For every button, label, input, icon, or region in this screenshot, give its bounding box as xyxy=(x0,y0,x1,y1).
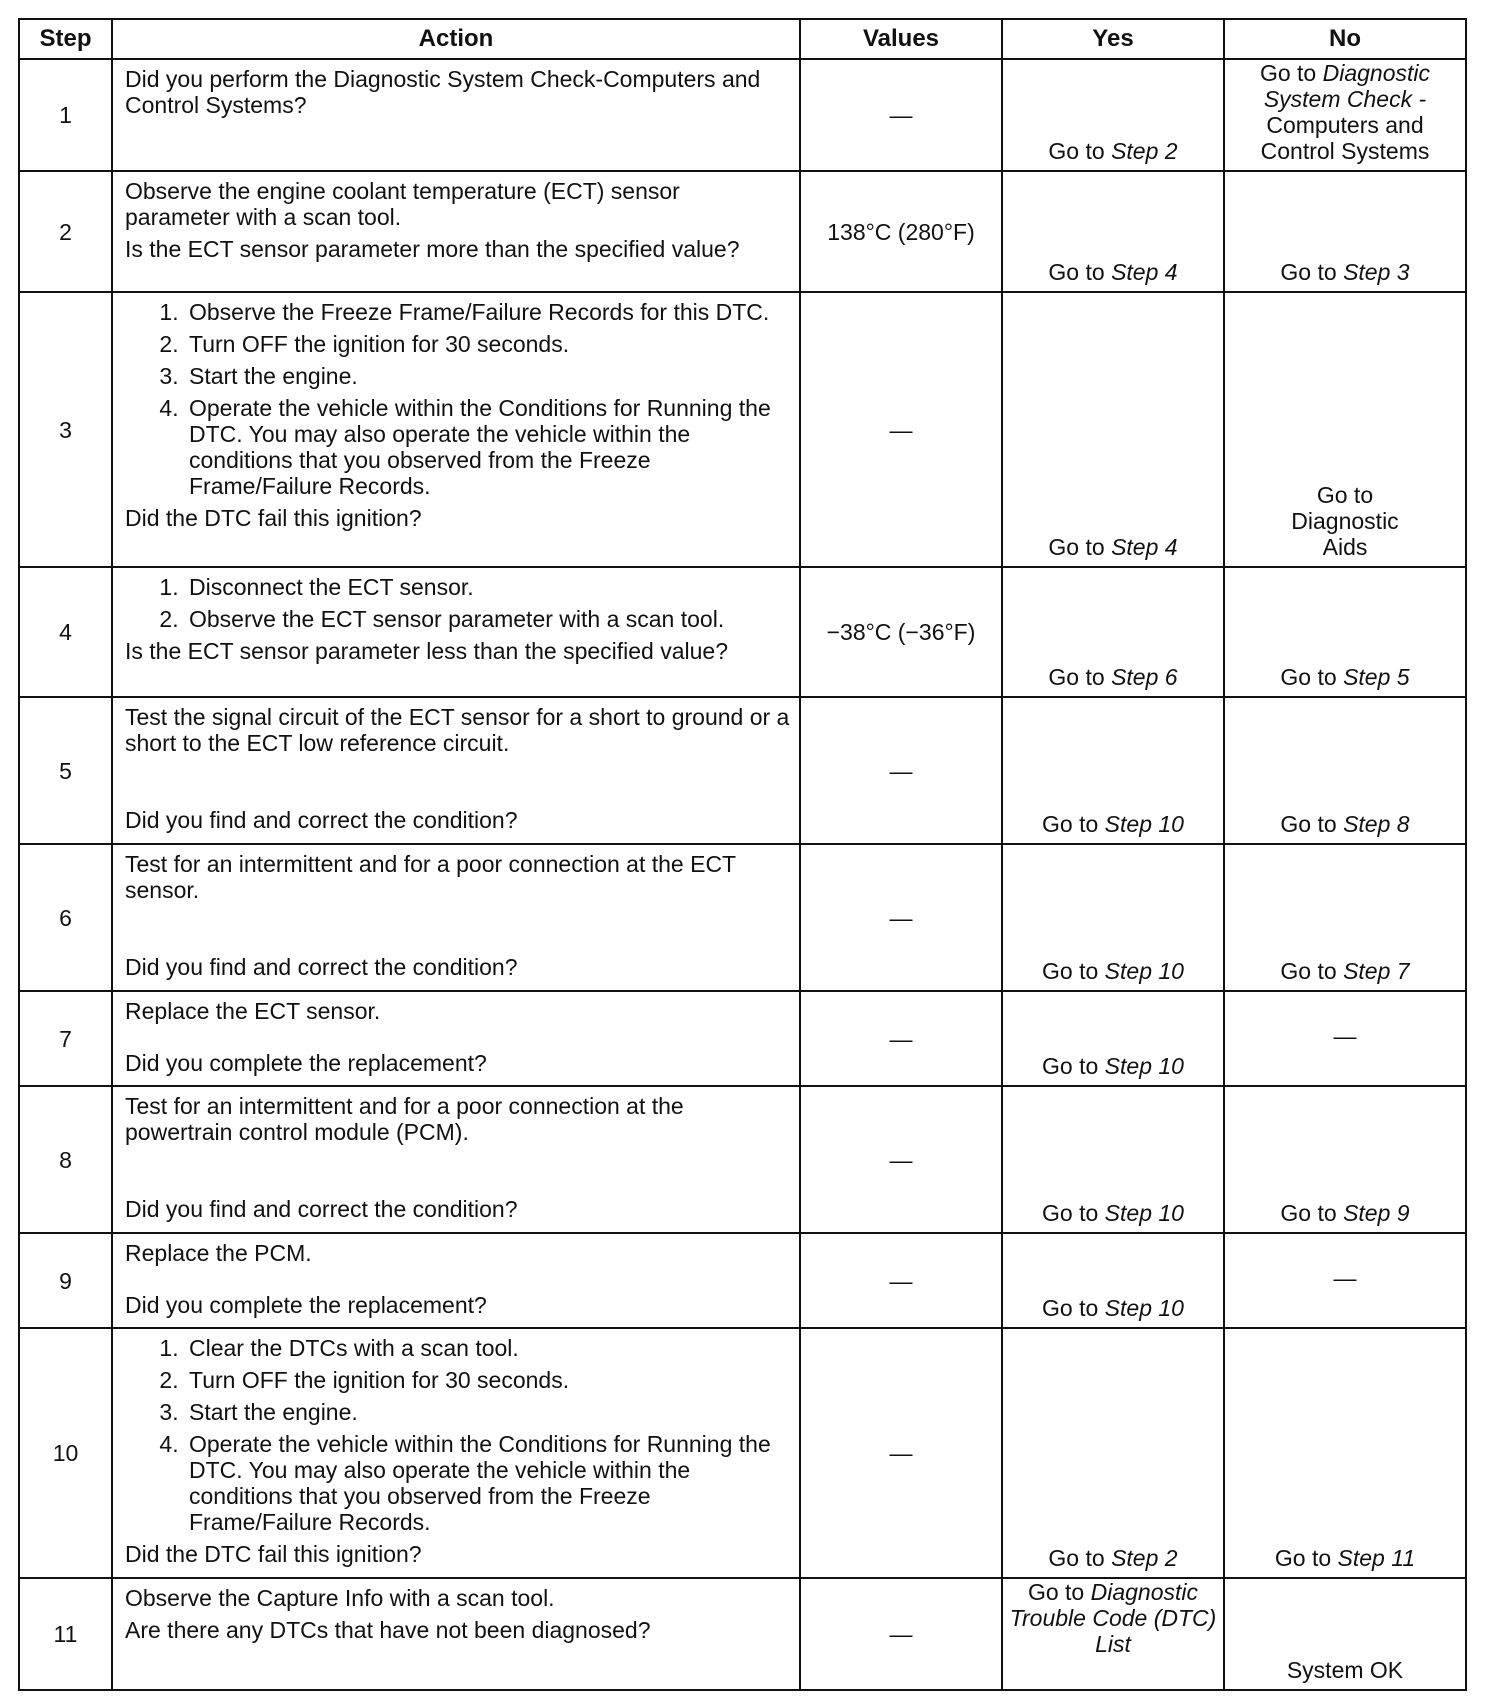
yes-cell[interactable] xyxy=(1002,1086,1224,1233)
no-link[interactable]: Step 3 xyxy=(1343,259,1410,285)
action-question: Is the ECT sensor parameter less than the specified value? xyxy=(125,638,729,664)
action-steps xyxy=(125,1335,791,1535)
no-cell[interactable] xyxy=(1224,59,1466,171)
table-row xyxy=(19,1086,1466,1233)
yes-link[interactable]: Step 10 xyxy=(1104,1295,1184,1321)
yes-link[interactable]: Diagnostic Trouble Code (DTC) List xyxy=(1009,1579,1217,1657)
no-prefix: Go to xyxy=(1280,1200,1344,1226)
no-prefix: Go to xyxy=(1274,1545,1338,1571)
yes-link[interactable]: Step 10 xyxy=(1104,958,1184,984)
no-text[interactable]: Go to Diagnostic Aids xyxy=(1291,482,1399,560)
value-cell: — xyxy=(800,1328,1002,1578)
action-text: Did you perform the Diagnostic System Check-Computers and Control Systems? xyxy=(125,66,761,118)
diagnostic-table xyxy=(18,18,1467,1691)
yes-prefix: Go to xyxy=(1042,958,1105,984)
yes-cell[interactable] xyxy=(1002,991,1224,1086)
no-cell: — xyxy=(1224,991,1466,1086)
no-link[interactable]: Step 11 xyxy=(1337,1545,1416,1571)
no-cell[interactable] xyxy=(1224,1086,1466,1233)
step-number: 4 xyxy=(19,567,112,697)
action-step: 2. Turn OFF the ignition for 30 seconds. xyxy=(185,331,791,357)
no-cell[interactable] xyxy=(1224,171,1466,292)
action-text: Replace the PCM. xyxy=(125,1240,312,1266)
action-question: Did the DTC fail this ignition? xyxy=(125,505,422,531)
action-question: Did you complete the replacement? xyxy=(125,1050,487,1076)
yes-link[interactable]: Step 10 xyxy=(1104,1053,1184,1079)
no-cell: System OK xyxy=(1224,1578,1466,1690)
action-steps xyxy=(125,574,791,632)
action-step: 1. Disconnect the ECT sensor. xyxy=(185,574,791,600)
action-question: Did the DTC fail this ignition? xyxy=(125,1541,422,1567)
yes-prefix: Go to xyxy=(1048,664,1112,690)
yes-link[interactable]: Step 2 xyxy=(1111,1545,1178,1571)
action-step: 4. Operate the vehicle within the Conditions for Running the DTC. You may also operate the vehicle within the conditions that you observed from the Freeze Frame/Failure Records. xyxy=(185,1431,791,1535)
yes-link[interactable]: Step 2 xyxy=(1111,138,1178,164)
header-no: No xyxy=(1224,19,1466,59)
action-steps xyxy=(125,299,791,499)
step-number: 11 xyxy=(19,1578,112,1690)
step-number: 2 xyxy=(19,171,112,292)
yes-prefix: Go to xyxy=(1042,1053,1105,1079)
action-cell xyxy=(112,171,800,292)
action-cell xyxy=(112,991,800,1086)
action-step: 3. Start the engine. xyxy=(185,1399,791,1425)
yes-cell[interactable] xyxy=(1002,567,1224,697)
action-text: Replace the ECT sensor. xyxy=(125,998,381,1024)
action-cell xyxy=(112,59,800,171)
action-text: Test for an intermittent and for a poor connection at the ECT sensor. xyxy=(125,851,736,903)
header-values: Values xyxy=(800,19,1002,59)
yes-prefix: Go to xyxy=(1042,1295,1105,1321)
step-number: 6 xyxy=(19,844,112,991)
value-cell: — xyxy=(800,991,1002,1086)
step-number: 1 xyxy=(19,59,112,171)
yes-prefix: Go to xyxy=(1048,138,1112,164)
header-action: Action xyxy=(112,19,800,59)
step-number: 9 xyxy=(19,1233,112,1328)
no-link[interactable]: Step 9 xyxy=(1343,1200,1410,1226)
yes-link[interactable]: Step 6 xyxy=(1111,664,1178,690)
no-cell: — xyxy=(1224,1233,1466,1328)
step-number: 10 xyxy=(19,1328,112,1578)
no-prefix: Go to xyxy=(1280,259,1344,285)
action-cell xyxy=(112,292,800,567)
value-cell: — xyxy=(800,292,1002,567)
action-cell xyxy=(112,567,800,697)
action-question: Did you find and correct the condition? xyxy=(125,954,518,980)
value-cell: — xyxy=(800,697,1002,844)
action-step: 2. Turn OFF the ignition for 30 seconds. xyxy=(185,1367,791,1393)
yes-cell[interactable] xyxy=(1002,697,1224,844)
no-prefix: Go to xyxy=(1280,664,1344,690)
step-number: 5 xyxy=(19,697,112,844)
value-cell: −38°C (−36°F) xyxy=(800,567,1002,697)
yes-cell[interactable] xyxy=(1002,292,1224,567)
yes-link[interactable]: Step 4 xyxy=(1111,534,1178,560)
action-text: Observe the engine coolant temperature (ECT) sensor parameter with a scan tool. xyxy=(125,178,680,230)
no-link[interactable]: Step 5 xyxy=(1343,664,1410,690)
table-row xyxy=(19,171,1466,292)
no-link[interactable]: Step 8 xyxy=(1343,811,1410,837)
action-question: Is the ECT sensor parameter more than the specified value? xyxy=(125,236,740,262)
table-row xyxy=(19,292,1466,567)
no-link[interactable]: Step 7 xyxy=(1343,958,1410,984)
yes-prefix: Go to xyxy=(1048,1545,1112,1571)
no-prefix: Go to xyxy=(1280,958,1344,984)
action-step: 4. Operate the vehicle within the Conditions for Running the DTC. You may also operate the vehicle within the conditions that you observed from the Freeze Frame/Failure Records. xyxy=(185,395,791,499)
no-cell[interactable] xyxy=(1224,567,1466,697)
yes-link[interactable]: Step 10 xyxy=(1104,811,1184,837)
action-question: Did you find and correct the condition? xyxy=(125,807,518,833)
yes-cell[interactable] xyxy=(1002,1328,1224,1578)
table-row xyxy=(19,1233,1466,1328)
table-row xyxy=(19,1578,1466,1690)
yes-prefix: Go to xyxy=(1048,259,1112,285)
value-cell: — xyxy=(800,1578,1002,1690)
value-cell: — xyxy=(800,844,1002,991)
yes-prefix: Go to xyxy=(1048,534,1112,560)
table-row xyxy=(19,991,1466,1086)
action-text: Test the signal circuit of the ECT sensor for a short to ground or a short to the ECT low reference circuit. xyxy=(125,704,790,756)
yes-prefix: Go to xyxy=(1042,811,1105,837)
action-step: 2. Observe the ECT sensor parameter with a scan tool. xyxy=(185,606,791,632)
action-question: Did you complete the replacement? xyxy=(125,1292,487,1318)
table-row xyxy=(19,567,1466,697)
action-text: Test for an intermittent and for a poor connection at the powertrain control module (PCM). xyxy=(125,1093,684,1145)
yes-cell[interactable] xyxy=(1002,844,1224,991)
no-cell[interactable] xyxy=(1224,844,1466,991)
header-step: Step xyxy=(19,19,112,59)
action-step: 3. Start the engine. xyxy=(185,363,791,389)
header-yes: Yes xyxy=(1002,19,1224,59)
yes-cell[interactable] xyxy=(1002,1233,1224,1328)
action-cell xyxy=(112,1086,800,1233)
yes-cell[interactable] xyxy=(1002,171,1224,292)
action-text: Observe the Capture Info with a scan tool. xyxy=(125,1585,555,1611)
table-row xyxy=(19,1328,1466,1578)
yes-link[interactable]: Step 10 xyxy=(1104,1200,1184,1226)
action-step: 1. Clear the DTCs with a scan tool. xyxy=(185,1335,791,1361)
action-step: 1. Observe the Freeze Frame/Failure Records for this DTC. xyxy=(185,299,791,325)
no-prefix: Go to xyxy=(1280,811,1344,837)
action-cell xyxy=(112,697,800,844)
step-number: 7 xyxy=(19,991,112,1086)
yes-cell[interactable] xyxy=(1002,1578,1224,1690)
value-cell: — xyxy=(800,1086,1002,1233)
no-suffix: Computers and Control Systems xyxy=(1260,112,1430,164)
step-number: 8 xyxy=(19,1086,112,1233)
value-cell: — xyxy=(800,1233,1002,1328)
action-cell xyxy=(112,1233,800,1328)
no-link[interactable]: Diagnostic System Check - xyxy=(1263,60,1431,112)
yes-prefix: Go to xyxy=(1027,1579,1091,1605)
header-row xyxy=(19,19,1466,59)
yes-prefix: Go to xyxy=(1042,1200,1105,1226)
yes-link[interactable]: Step 4 xyxy=(1111,259,1178,285)
value-cell: — xyxy=(800,59,1002,171)
no-prefix: Go to xyxy=(1259,60,1323,86)
table-row xyxy=(19,844,1466,991)
table-row xyxy=(19,697,1466,844)
step-number: 3 xyxy=(19,292,112,567)
action-cell xyxy=(112,1328,800,1578)
value-cell: 138°C (280°F) xyxy=(800,171,1002,292)
no-cell[interactable] xyxy=(1224,697,1466,844)
yes-cell[interactable] xyxy=(1002,59,1224,171)
no-cell[interactable] xyxy=(1224,292,1466,567)
no-cell[interactable] xyxy=(1224,1328,1466,1578)
action-cell xyxy=(112,1578,800,1690)
action-question: Did you find and correct the condition? xyxy=(125,1196,518,1222)
table-row xyxy=(19,59,1466,171)
action-cell xyxy=(112,844,800,991)
action-question: Are there any DTCs that have not been diagnosed? xyxy=(125,1617,651,1643)
